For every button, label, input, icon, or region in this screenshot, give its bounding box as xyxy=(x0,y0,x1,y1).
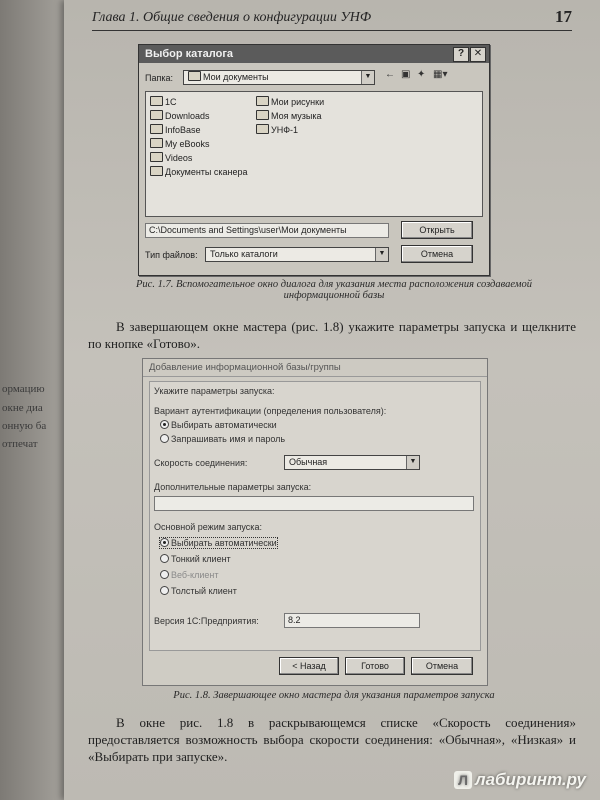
mode-radio-auto[interactable]: Выбирать автоматически xyxy=(160,538,277,548)
mode-radio-web: Веб-клиент xyxy=(160,570,218,580)
auth-radio-password[interactable]: Запрашивать имя и пароль xyxy=(160,434,285,444)
folder-icon xyxy=(150,110,163,120)
radio-icon xyxy=(160,586,169,595)
folder-icon xyxy=(256,124,269,134)
chevron-down-icon: ▼ xyxy=(375,248,388,261)
dialog-title: Выбор каталога xyxy=(145,48,234,60)
folder-icon xyxy=(188,71,201,81)
folder-label: Папка: xyxy=(145,73,173,83)
filetype-label: Тип файлов: xyxy=(145,250,198,260)
running-head xyxy=(92,8,572,31)
close-icon[interactable]: ✕ xyxy=(470,47,486,62)
auth-radio-auto[interactable]: Выбирать автоматически xyxy=(160,420,277,430)
dialog-titlebar xyxy=(143,359,487,377)
folder-list[interactable] xyxy=(145,91,483,217)
up-folder-icon[interactable]: ▣ xyxy=(401,69,411,80)
folder-icon xyxy=(256,96,269,106)
list-item[interactable]: Downloads xyxy=(150,110,210,121)
radio-icon xyxy=(160,570,169,579)
chevron-down-icon: ▼ xyxy=(361,71,374,84)
folder-icon xyxy=(256,110,269,120)
mode-label: Основной режим запуска: xyxy=(154,522,262,532)
folder-icon xyxy=(150,152,163,162)
facing-page-edge xyxy=(0,0,64,800)
folder-icon xyxy=(150,96,163,106)
body-paragraph: В завершающем окне мастера (рис. 1.8) укажите параметры запуска и щелкните по кнопке «Готово». xyxy=(88,319,576,351)
page-number: 17 xyxy=(555,7,572,26)
chapter-title: Глава 1. Общие сведения о конфигурации УНФ xyxy=(92,10,372,25)
speed-label: Скорость соединения: xyxy=(154,458,248,468)
facing-page-fragment: онную ба xyxy=(2,420,47,432)
folder-combo[interactable] xyxy=(183,70,375,85)
list-item[interactable]: Мои рисунки xyxy=(256,96,324,107)
auth-label: Вариант аутентификации (определения пользователя): xyxy=(154,406,387,416)
list-item[interactable]: InfoBase xyxy=(150,124,201,135)
extra-params-label: Дополнительные параметры запуска: xyxy=(154,482,312,492)
section-heading: Укажите параметры запуска: xyxy=(154,386,275,396)
folder-icon xyxy=(150,124,163,134)
folder-icon xyxy=(150,138,163,148)
cancel-button[interactable]: Отмена xyxy=(411,657,473,675)
view-menu-icon[interactable]: ▦▾ xyxy=(433,69,448,80)
list-item[interactable]: My eBooks xyxy=(150,138,210,149)
radio-icon xyxy=(160,554,169,563)
figure-caption: Рис. 1.7. Вспомогательное окно диалога для указания места расположения создаваемой информационной базы xyxy=(136,279,532,301)
mode-radio-thick[interactable]: Толстый клиент xyxy=(160,586,237,596)
open-button[interactable]: Открыть xyxy=(401,221,473,239)
radio-icon xyxy=(160,434,169,443)
back-button[interactable]: < Назад xyxy=(279,657,339,675)
path-input[interactable]: C:\Documents and Settings\user\Мои документы xyxy=(145,223,389,238)
version-label: Версия 1С:Предприятия: xyxy=(154,616,259,626)
version-input[interactable]: 8.2 xyxy=(284,613,420,628)
labyrinth-logo-icon: Л xyxy=(454,771,472,789)
done-button[interactable]: Готово xyxy=(345,657,405,675)
extra-params-input[interactable] xyxy=(154,496,474,511)
dialog-title: Добавление информационной базы/группы xyxy=(149,362,341,373)
folder-select-dialog xyxy=(138,44,490,276)
watermark: Л лабиринт.ру xyxy=(454,770,586,790)
radio-icon xyxy=(160,538,169,547)
help-icon[interactable]: ? xyxy=(453,47,469,62)
new-folder-icon[interactable]: ✦ xyxy=(417,69,426,80)
filetype-combo[interactable] xyxy=(205,247,389,262)
list-item[interactable]: Документы сканера xyxy=(150,166,248,177)
list-item[interactable]: УНФ-1 xyxy=(256,124,298,135)
book-page xyxy=(64,0,600,800)
body-paragraph: В окне рис. 1.8 в раскрывающемся списке «Скорость соединения» предоставляется возможность выбора скорости соединения: «Обычная», «Низкая» и «Выбирать при запуске». xyxy=(88,715,576,764)
chevron-down-icon: ▼ xyxy=(406,456,419,469)
facing-page-fragment: окне диа xyxy=(2,402,43,414)
radio-icon xyxy=(160,420,169,429)
facing-page-fragment: отпечат xyxy=(2,438,38,450)
mode-radio-thin[interactable]: Тонкий клиент xyxy=(160,554,231,564)
list-item[interactable]: 1C xyxy=(150,96,177,107)
cancel-button[interactable]: Отмена xyxy=(401,245,473,263)
speed-select[interactable] xyxy=(284,455,420,470)
speed-select-value: Обычная xyxy=(289,457,328,467)
launch-params-dialog xyxy=(142,358,488,686)
dialog-content xyxy=(149,381,481,651)
list-item[interactable]: Videos xyxy=(150,152,192,163)
figure-caption: Рис. 1.8. Завершающее окно мастера для указания параметров запуска xyxy=(173,690,495,701)
back-arrow-icon[interactable]: ← xyxy=(385,69,395,80)
dialog-titlebar xyxy=(139,45,489,63)
folder-combo-value: Мои документы xyxy=(203,72,269,82)
facing-page-fragment: ормацию xyxy=(2,383,45,395)
filetype-combo-value: Только каталоги xyxy=(210,249,278,259)
list-item[interactable]: Моя музыка xyxy=(256,110,322,121)
folder-icon xyxy=(150,166,163,176)
